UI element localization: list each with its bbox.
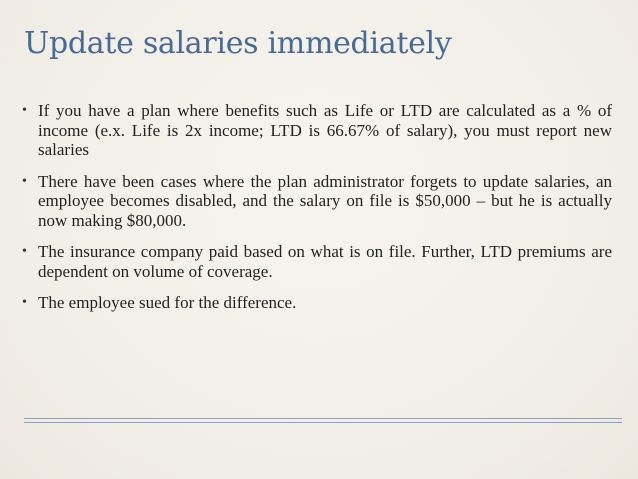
bullet-text: There have been cases where the plan administrator forgets to update salaries, an employee becomes disabled, and the salary on file is $50,000 – but he is actually now making $80,000.	[38, 171, 612, 230]
bullet-marker-icon: •	[22, 103, 27, 118]
bullet-text: If you have a plan where benefits such as Life or LTD are calculated as a % of income (e.x. Life is 2x income; LTD is 66.67% of salary), you must report new salaries	[38, 101, 612, 159]
footer-divider-top	[24, 418, 622, 419]
bullet-text: The employee sued for the difference.	[38, 293, 297, 312]
bullet-item	[22, 101, 612, 160]
slide-title: Update salaries immediately	[24, 26, 452, 61]
bullet-item	[22, 293, 612, 313]
bullet-list	[22, 101, 612, 325]
bullet-item	[22, 172, 612, 231]
bullet-text: The insurance company paid based on what is on file. Further, LTD premiums are dependent on volume of coverage.	[38, 242, 612, 281]
bullet-marker-icon: •	[22, 244, 27, 259]
bullet-marker-icon: •	[22, 295, 27, 310]
bullet-item	[22, 242, 612, 281]
footer-divider-bottom	[24, 422, 622, 423]
bullet-marker-icon: •	[22, 173, 27, 189]
